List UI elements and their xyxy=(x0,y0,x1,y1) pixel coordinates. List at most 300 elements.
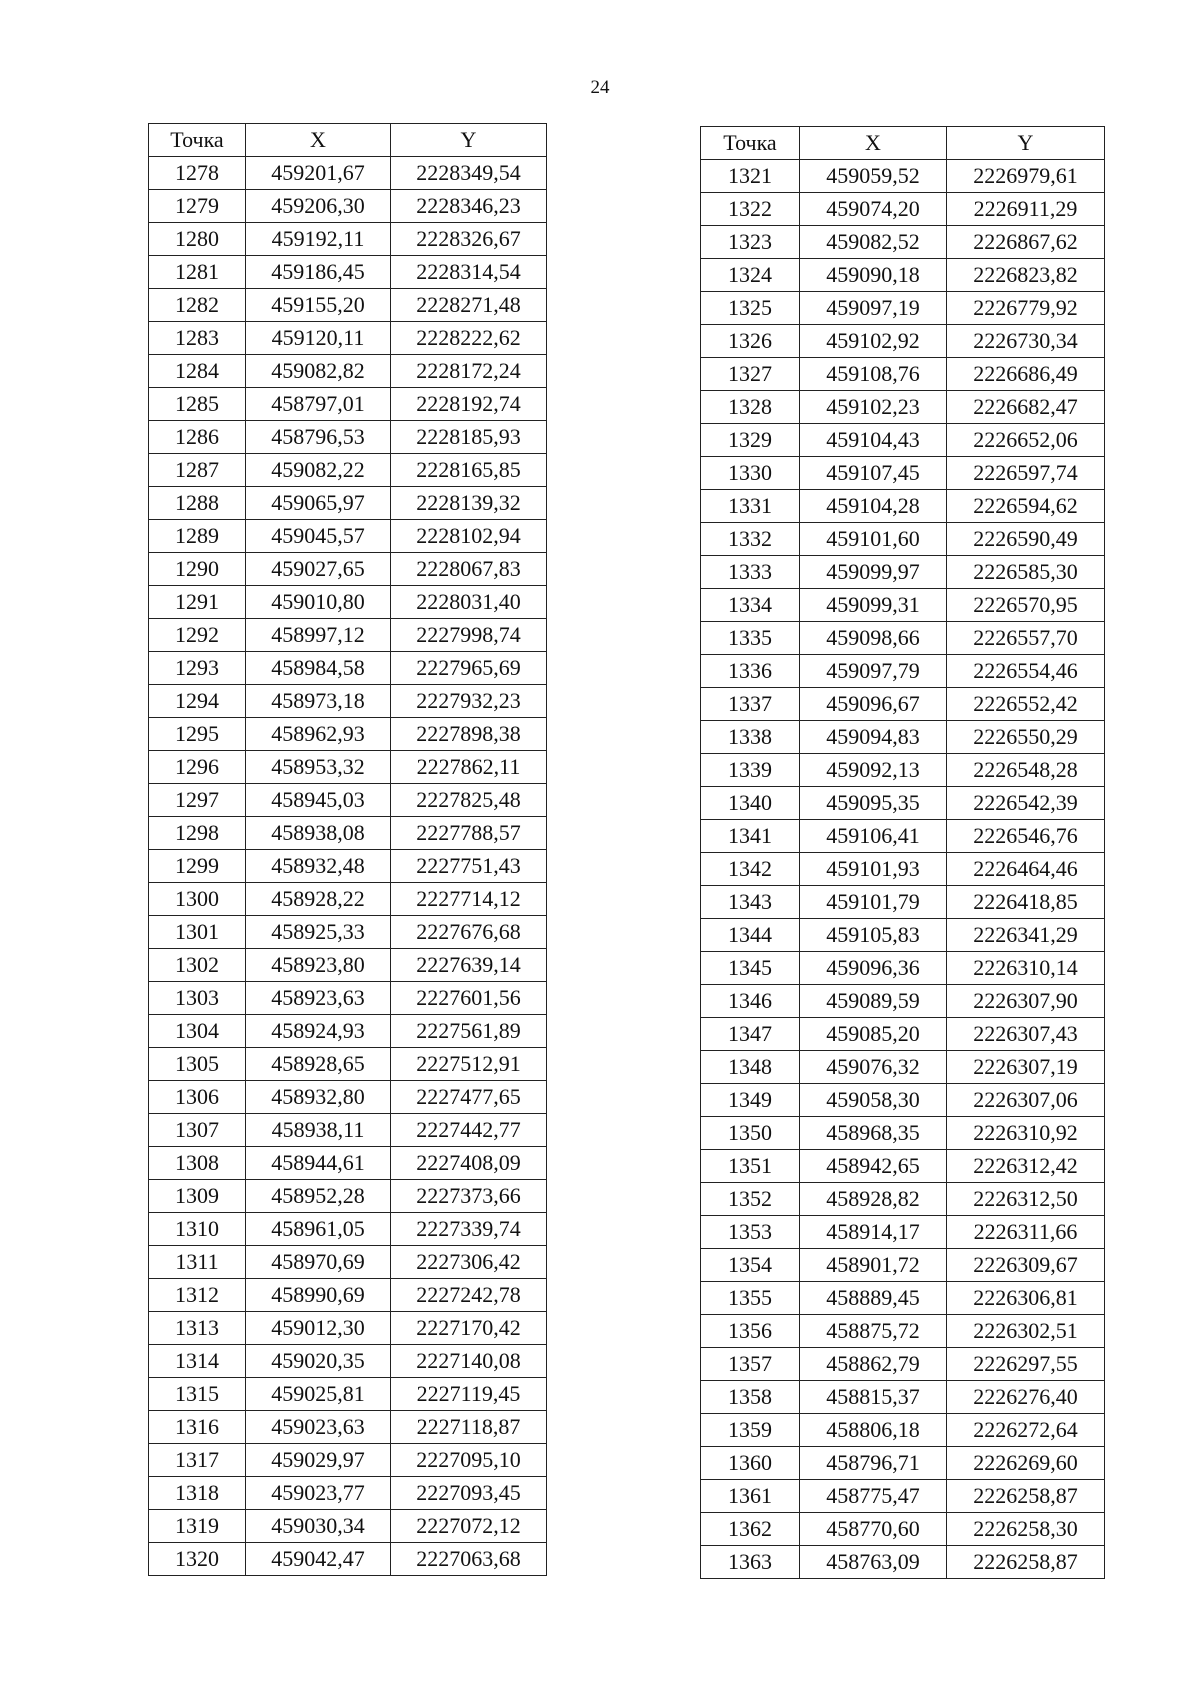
cell-point: 1363 xyxy=(701,1546,800,1579)
cell-x: 458944,61 xyxy=(246,1147,391,1180)
table-row xyxy=(701,193,1105,226)
cell-point: 1361 xyxy=(701,1480,800,1513)
cell-x: 458928,65 xyxy=(246,1048,391,1081)
cell-point: 1355 xyxy=(701,1282,800,1315)
cell-y: 2228172,24 xyxy=(391,355,547,388)
header-x: X xyxy=(246,124,391,157)
cell-y: 2228222,62 xyxy=(391,322,547,355)
cell-point: 1286 xyxy=(149,421,246,454)
table-row xyxy=(701,787,1105,820)
cell-x: 459027,65 xyxy=(246,553,391,586)
cell-x: 459107,45 xyxy=(800,457,947,490)
cell-y: 2226258,87 xyxy=(947,1480,1105,1513)
cell-y: 2226867,62 xyxy=(947,226,1105,259)
header-point: Точка xyxy=(149,124,246,157)
cell-point: 1289 xyxy=(149,520,246,553)
cell-x: 459085,20 xyxy=(800,1018,947,1051)
cell-point: 1301 xyxy=(149,916,246,949)
cell-point: 1354 xyxy=(701,1249,800,1282)
header-y: Y xyxy=(391,124,547,157)
table-row xyxy=(701,325,1105,358)
cell-x: 459104,28 xyxy=(800,490,947,523)
table-row xyxy=(149,850,547,883)
table-row xyxy=(701,292,1105,325)
cell-y: 2226779,92 xyxy=(947,292,1105,325)
table-row xyxy=(701,919,1105,952)
cell-point: 1291 xyxy=(149,586,246,619)
coordinates-table-right xyxy=(700,126,1105,1579)
table-row xyxy=(701,391,1105,424)
cell-x: 458923,63 xyxy=(246,982,391,1015)
cell-x: 459065,97 xyxy=(246,487,391,520)
cell-y: 2227140,08 xyxy=(391,1345,547,1378)
table-row xyxy=(701,886,1105,919)
cell-x: 459099,31 xyxy=(800,589,947,622)
table-row xyxy=(701,1282,1105,1315)
cell-x: 459102,23 xyxy=(800,391,947,424)
cell-y: 2226307,06 xyxy=(947,1084,1105,1117)
cell-x: 459012,30 xyxy=(246,1312,391,1345)
cell-x: 458901,72 xyxy=(800,1249,947,1282)
cell-point: 1325 xyxy=(701,292,800,325)
table-row xyxy=(149,784,547,817)
cell-point: 1358 xyxy=(701,1381,800,1414)
cell-y: 2226550,29 xyxy=(947,721,1105,754)
cell-y: 2226309,67 xyxy=(947,1249,1105,1282)
cell-x: 459082,82 xyxy=(246,355,391,388)
cell-point: 1323 xyxy=(701,226,800,259)
table-row xyxy=(701,1150,1105,1183)
cell-point: 1288 xyxy=(149,487,246,520)
table-row xyxy=(701,160,1105,193)
cell-point: 1343 xyxy=(701,886,800,919)
cell-x: 458928,82 xyxy=(800,1183,947,1216)
table-row xyxy=(149,1213,547,1246)
cell-point: 1345 xyxy=(701,952,800,985)
cell-y: 2228165,85 xyxy=(391,454,547,487)
table-row xyxy=(149,619,547,652)
cell-point: 1281 xyxy=(149,256,246,289)
cell-x: 458889,45 xyxy=(800,1282,947,1315)
table-row xyxy=(701,1117,1105,1150)
table-row xyxy=(701,952,1105,985)
cell-x: 458923,80 xyxy=(246,949,391,982)
cell-y: 2227998,74 xyxy=(391,619,547,652)
cell-y: 2226585,30 xyxy=(947,556,1105,589)
table-row xyxy=(149,916,547,949)
cell-y: 2227408,09 xyxy=(391,1147,547,1180)
cell-x: 458806,18 xyxy=(800,1414,947,1447)
cell-y: 2227788,57 xyxy=(391,817,547,850)
cell-point: 1318 xyxy=(149,1477,246,1510)
table-row xyxy=(149,586,547,619)
cell-y: 2227561,89 xyxy=(391,1015,547,1048)
table-row xyxy=(701,226,1105,259)
table-row xyxy=(149,949,547,982)
cell-y: 2227306,42 xyxy=(391,1246,547,1279)
table-row xyxy=(701,358,1105,391)
cell-x: 459089,59 xyxy=(800,985,947,1018)
cell-y: 2226311,66 xyxy=(947,1216,1105,1249)
table-row xyxy=(149,883,547,916)
cell-y: 2228314,54 xyxy=(391,256,547,289)
cell-x: 458770,60 xyxy=(800,1513,947,1546)
cell-point: 1320 xyxy=(149,1543,246,1576)
cell-y: 2226258,30 xyxy=(947,1513,1105,1546)
cell-point: 1349 xyxy=(701,1084,800,1117)
cell-point: 1348 xyxy=(701,1051,800,1084)
cell-point: 1347 xyxy=(701,1018,800,1051)
table-row xyxy=(149,817,547,850)
cell-y: 2226258,87 xyxy=(947,1546,1105,1579)
cell-y: 2227639,14 xyxy=(391,949,547,982)
cell-point: 1292 xyxy=(149,619,246,652)
table-row xyxy=(149,1312,547,1345)
cell-x: 458938,11 xyxy=(246,1114,391,1147)
cell-x: 459097,79 xyxy=(800,655,947,688)
table-row xyxy=(701,1249,1105,1282)
cell-y: 2228271,48 xyxy=(391,289,547,322)
cell-point: 1303 xyxy=(149,982,246,1015)
cell-y: 2226554,46 xyxy=(947,655,1105,688)
cell-y: 2227477,65 xyxy=(391,1081,547,1114)
cell-point: 1359 xyxy=(701,1414,800,1447)
table-row xyxy=(701,556,1105,589)
table-row xyxy=(149,355,547,388)
cell-point: 1307 xyxy=(149,1114,246,1147)
cell-point: 1282 xyxy=(149,289,246,322)
cell-point: 1357 xyxy=(701,1348,800,1381)
table-row xyxy=(149,223,547,256)
cell-y: 2228067,83 xyxy=(391,553,547,586)
cell-x: 458875,72 xyxy=(800,1315,947,1348)
cell-y: 2226310,92 xyxy=(947,1117,1105,1150)
cell-point: 1312 xyxy=(149,1279,246,1312)
cell-x: 459082,52 xyxy=(800,226,947,259)
cell-x: 459092,13 xyxy=(800,754,947,787)
cell-x: 458984,58 xyxy=(246,652,391,685)
cell-y: 2226682,47 xyxy=(947,391,1105,424)
cell-x: 459023,77 xyxy=(246,1477,391,1510)
cell-x: 459042,47 xyxy=(246,1543,391,1576)
cell-point: 1317 xyxy=(149,1444,246,1477)
cell-x: 458952,28 xyxy=(246,1180,391,1213)
table-row xyxy=(149,1510,547,1543)
cell-point: 1334 xyxy=(701,589,800,622)
cell-y: 2227751,43 xyxy=(391,850,547,883)
table-row xyxy=(701,1018,1105,1051)
cell-x: 459059,52 xyxy=(800,160,947,193)
cell-x: 458796,53 xyxy=(246,421,391,454)
cell-point: 1304 xyxy=(149,1015,246,1048)
cell-x: 459045,57 xyxy=(246,520,391,553)
table-row xyxy=(149,1081,547,1114)
cell-x: 459098,66 xyxy=(800,622,947,655)
table-row xyxy=(701,1216,1105,1249)
table-row xyxy=(149,289,547,322)
cell-x: 458775,47 xyxy=(800,1480,947,1513)
table-row xyxy=(701,1084,1105,1117)
cell-point: 1351 xyxy=(701,1150,800,1183)
cell-point: 1333 xyxy=(701,556,800,589)
cell-x: 459096,36 xyxy=(800,952,947,985)
header-y: Y xyxy=(947,127,1105,160)
cell-x: 459030,34 xyxy=(246,1510,391,1543)
header-x: X xyxy=(800,127,947,160)
header-point: Точка xyxy=(701,127,800,160)
cell-x: 458968,35 xyxy=(800,1117,947,1150)
table-row xyxy=(149,421,547,454)
cell-point: 1285 xyxy=(149,388,246,421)
cell-y: 2227965,69 xyxy=(391,652,547,685)
cell-y: 2227676,68 xyxy=(391,916,547,949)
cell-point: 1353 xyxy=(701,1216,800,1249)
cell-point: 1331 xyxy=(701,490,800,523)
cell-y: 2226341,29 xyxy=(947,919,1105,952)
cell-point: 1341 xyxy=(701,820,800,853)
cell-x: 459155,20 xyxy=(246,289,391,322)
table-row xyxy=(701,1480,1105,1513)
cell-y: 2227442,77 xyxy=(391,1114,547,1147)
cell-y: 2228326,67 xyxy=(391,223,547,256)
cell-y: 2227242,78 xyxy=(391,1279,547,1312)
cell-x: 459101,79 xyxy=(800,886,947,919)
table-row xyxy=(149,190,547,223)
cell-x: 458962,93 xyxy=(246,718,391,751)
cell-x: 458914,17 xyxy=(800,1216,947,1249)
cell-point: 1316 xyxy=(149,1411,246,1444)
cell-x: 458990,69 xyxy=(246,1279,391,1312)
cell-y: 2228031,40 xyxy=(391,586,547,619)
cell-x: 458925,33 xyxy=(246,916,391,949)
cell-x: 458928,22 xyxy=(246,883,391,916)
cell-point: 1314 xyxy=(149,1345,246,1378)
table-row xyxy=(149,1147,547,1180)
cell-point: 1295 xyxy=(149,718,246,751)
cell-y: 2226302,51 xyxy=(947,1315,1105,1348)
cell-y: 2228346,23 xyxy=(391,190,547,223)
cell-point: 1346 xyxy=(701,985,800,1018)
cell-x: 459010,80 xyxy=(246,586,391,619)
page-number: 24 xyxy=(590,77,610,98)
cell-x: 459096,67 xyxy=(800,688,947,721)
cell-y: 2227072,12 xyxy=(391,1510,547,1543)
cell-x: 459120,11 xyxy=(246,322,391,355)
cell-x: 459101,93 xyxy=(800,853,947,886)
table-row xyxy=(149,1378,547,1411)
cell-y: 2226546,76 xyxy=(947,820,1105,853)
cell-y: 2227063,68 xyxy=(391,1543,547,1576)
cell-x: 458815,37 xyxy=(800,1381,947,1414)
cell-y: 2226823,82 xyxy=(947,259,1105,292)
table-row xyxy=(149,1279,547,1312)
table-row xyxy=(701,655,1105,688)
cell-y: 2227898,38 xyxy=(391,718,547,751)
cell-y: 2226730,34 xyxy=(947,325,1105,358)
table-row xyxy=(149,718,547,751)
cell-point: 1308 xyxy=(149,1147,246,1180)
cell-x: 459082,22 xyxy=(246,454,391,487)
table-header-row xyxy=(701,127,1105,160)
table-row xyxy=(149,1345,547,1378)
table-row xyxy=(149,157,547,190)
table-row xyxy=(701,259,1105,292)
table-row xyxy=(701,1414,1105,1447)
cell-point: 1309 xyxy=(149,1180,246,1213)
cell-x: 458953,32 xyxy=(246,751,391,784)
cell-point: 1302 xyxy=(149,949,246,982)
cell-x: 458797,01 xyxy=(246,388,391,421)
cell-point: 1350 xyxy=(701,1117,800,1150)
cell-y: 2226979,61 xyxy=(947,160,1105,193)
cell-point: 1298 xyxy=(149,817,246,850)
table-row xyxy=(701,721,1105,754)
cell-x: 459201,67 xyxy=(246,157,391,190)
table-row xyxy=(149,256,547,289)
table-row xyxy=(701,688,1105,721)
table-row xyxy=(149,322,547,355)
cell-point: 1339 xyxy=(701,754,800,787)
cell-point: 1287 xyxy=(149,454,246,487)
cell-point: 1352 xyxy=(701,1183,800,1216)
table-row xyxy=(701,853,1105,886)
cell-y: 2227714,12 xyxy=(391,883,547,916)
cell-y: 2226312,50 xyxy=(947,1183,1105,1216)
cell-y: 2228185,93 xyxy=(391,421,547,454)
cell-point: 1321 xyxy=(701,160,800,193)
table-row xyxy=(149,652,547,685)
cell-point: 1338 xyxy=(701,721,800,754)
cell-point: 1278 xyxy=(149,157,246,190)
table-row xyxy=(149,1477,547,1510)
cell-y: 2227601,56 xyxy=(391,982,547,1015)
cell-x: 458942,65 xyxy=(800,1150,947,1183)
cell-x: 459101,60 xyxy=(800,523,947,556)
cell-y: 2227119,45 xyxy=(391,1378,547,1411)
cell-y: 2226307,19 xyxy=(947,1051,1105,1084)
table-row xyxy=(149,553,547,586)
table-row xyxy=(149,487,547,520)
table-row xyxy=(701,1447,1105,1480)
cell-x: 458997,12 xyxy=(246,619,391,652)
table-row xyxy=(149,1015,547,1048)
cell-y: 2226418,85 xyxy=(947,886,1105,919)
table-row xyxy=(701,490,1105,523)
cell-point: 1299 xyxy=(149,850,246,883)
table-row xyxy=(701,622,1105,655)
table-row xyxy=(701,1051,1105,1084)
cell-y: 2226310,14 xyxy=(947,952,1105,985)
cell-y: 2226272,64 xyxy=(947,1414,1105,1447)
cell-x: 458763,09 xyxy=(800,1546,947,1579)
table-row xyxy=(149,1048,547,1081)
table-row xyxy=(701,1315,1105,1348)
cell-point: 1362 xyxy=(701,1513,800,1546)
cell-point: 1279 xyxy=(149,190,246,223)
cell-x: 459074,20 xyxy=(800,193,947,226)
cell-y: 2227118,87 xyxy=(391,1411,547,1444)
cell-point: 1305 xyxy=(149,1048,246,1081)
table-row xyxy=(701,424,1105,457)
cell-point: 1336 xyxy=(701,655,800,688)
cell-y: 2226548,28 xyxy=(947,754,1105,787)
cell-y: 2226552,42 xyxy=(947,688,1105,721)
cell-y: 2227095,10 xyxy=(391,1444,547,1477)
cell-point: 1297 xyxy=(149,784,246,817)
cell-y: 2226557,70 xyxy=(947,622,1105,655)
cell-point: 1332 xyxy=(701,523,800,556)
table-row xyxy=(149,1114,547,1147)
table-row xyxy=(149,1411,547,1444)
cell-point: 1327 xyxy=(701,358,800,391)
table-row xyxy=(701,457,1105,490)
table-row xyxy=(149,1246,547,1279)
cell-y: 2228102,94 xyxy=(391,520,547,553)
cell-point: 1344 xyxy=(701,919,800,952)
table-row xyxy=(701,754,1105,787)
cell-y: 2227339,74 xyxy=(391,1213,547,1246)
cell-point: 1328 xyxy=(701,391,800,424)
cell-x: 459090,18 xyxy=(800,259,947,292)
table-row xyxy=(149,982,547,1015)
cell-x: 459099,97 xyxy=(800,556,947,589)
cell-x: 458796,71 xyxy=(800,1447,947,1480)
cell-point: 1290 xyxy=(149,553,246,586)
cell-y: 2227825,48 xyxy=(391,784,547,817)
cell-point: 1284 xyxy=(149,355,246,388)
cell-y: 2226542,39 xyxy=(947,787,1105,820)
cell-x: 458945,03 xyxy=(246,784,391,817)
cell-x: 458924,93 xyxy=(246,1015,391,1048)
cell-x: 459206,30 xyxy=(246,190,391,223)
table-header-row xyxy=(149,124,547,157)
cell-point: 1293 xyxy=(149,652,246,685)
cell-y: 2226307,90 xyxy=(947,985,1105,1018)
cell-point: 1315 xyxy=(149,1378,246,1411)
table-row xyxy=(149,685,547,718)
cell-x: 459025,81 xyxy=(246,1378,391,1411)
cell-point: 1356 xyxy=(701,1315,800,1348)
cell-y: 2226307,43 xyxy=(947,1018,1105,1051)
cell-x: 459102,92 xyxy=(800,325,947,358)
cell-point: 1300 xyxy=(149,883,246,916)
cell-x: 459105,83 xyxy=(800,919,947,952)
cell-point: 1329 xyxy=(701,424,800,457)
cell-x: 459094,83 xyxy=(800,721,947,754)
table-row xyxy=(149,1543,547,1576)
cell-point: 1306 xyxy=(149,1081,246,1114)
cell-x: 459108,76 xyxy=(800,358,947,391)
cell-y: 2227170,42 xyxy=(391,1312,547,1345)
cell-y: 2227373,66 xyxy=(391,1180,547,1213)
cell-y: 2228349,54 xyxy=(391,157,547,190)
cell-x: 458970,69 xyxy=(246,1246,391,1279)
table-row xyxy=(701,1546,1105,1579)
cell-y: 2226464,46 xyxy=(947,853,1105,886)
cell-y: 2227093,45 xyxy=(391,1477,547,1510)
cell-x: 459058,30 xyxy=(800,1084,947,1117)
cell-point: 1296 xyxy=(149,751,246,784)
cell-point: 1294 xyxy=(149,685,246,718)
table-row xyxy=(701,1183,1105,1216)
table-row xyxy=(149,520,547,553)
cell-point: 1322 xyxy=(701,193,800,226)
cell-point: 1283 xyxy=(149,322,246,355)
cell-point: 1326 xyxy=(701,325,800,358)
cell-x: 458862,79 xyxy=(800,1348,947,1381)
cell-point: 1340 xyxy=(701,787,800,820)
cell-y: 2226269,60 xyxy=(947,1447,1105,1480)
